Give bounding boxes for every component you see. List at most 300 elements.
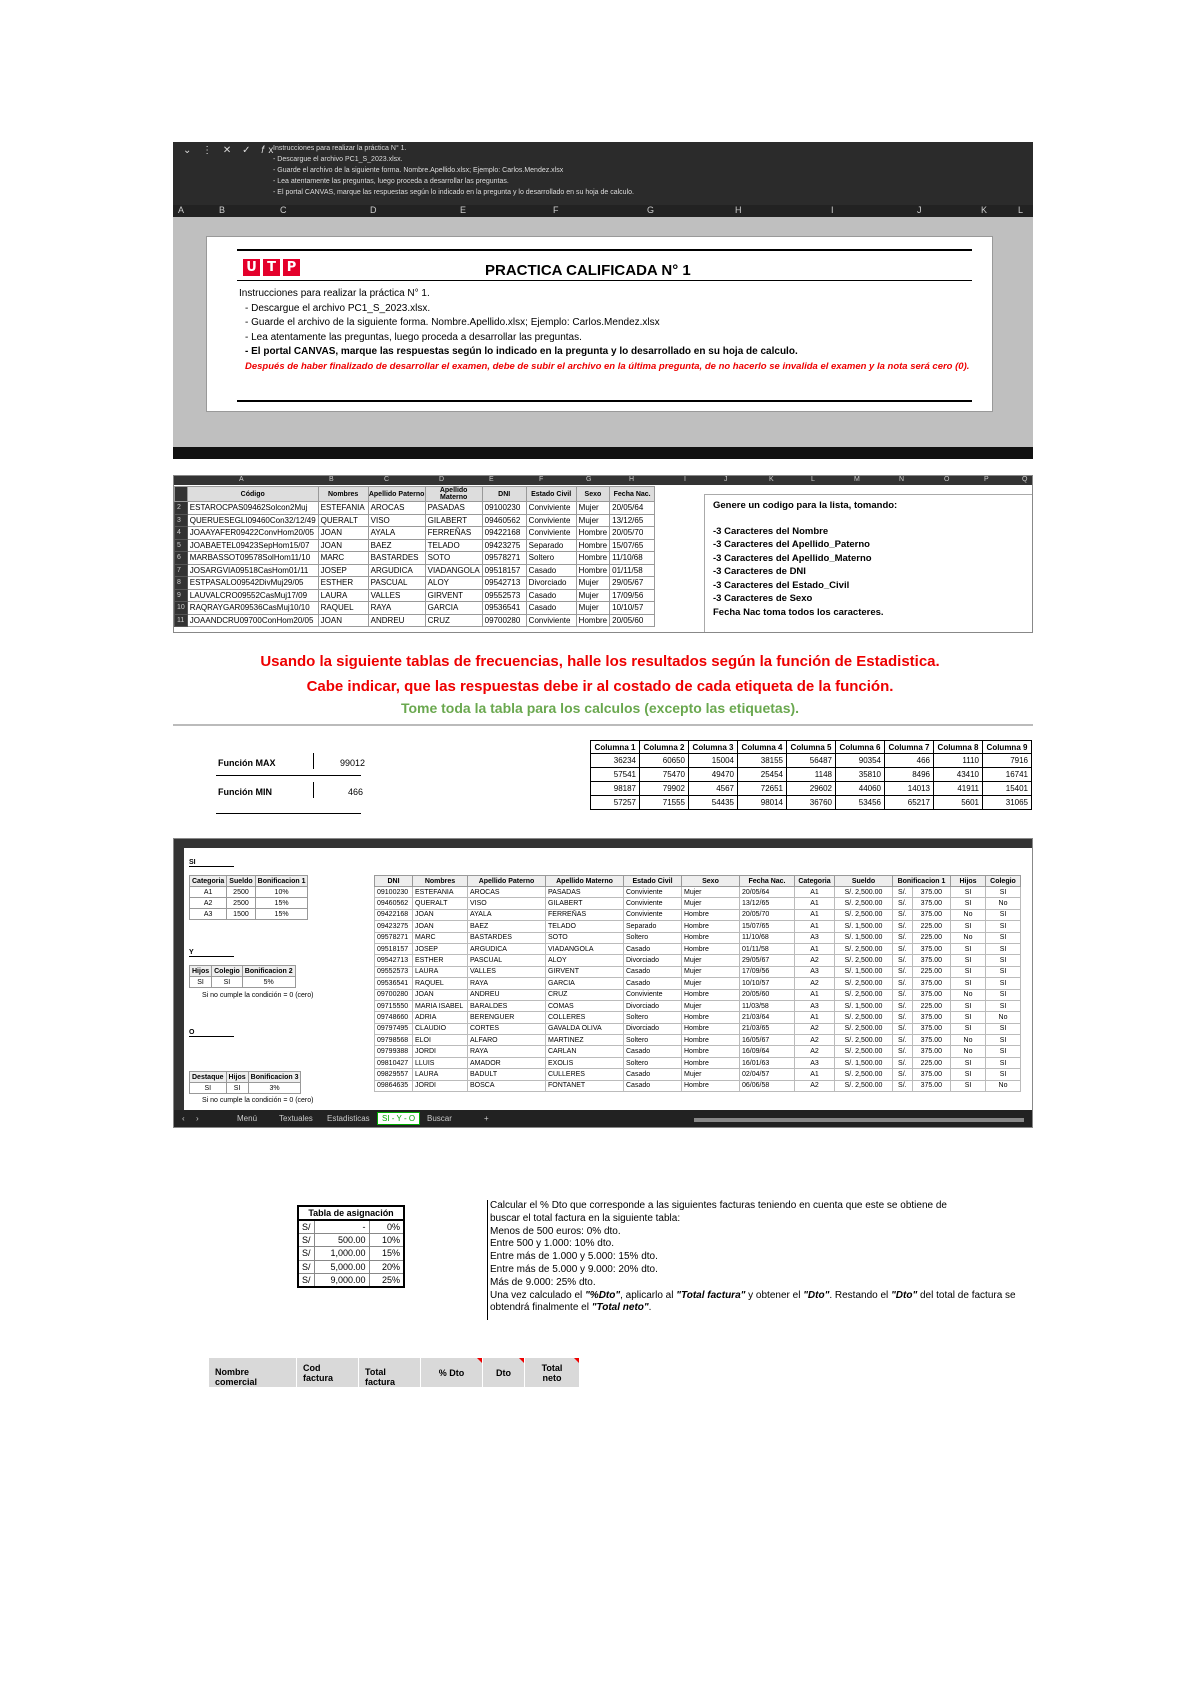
table-cell[interactable]: 72651: [738, 782, 787, 796]
table-cell[interactable]: A1: [795, 887, 835, 898]
table-cell[interactable]: SI: [986, 989, 1021, 1000]
table-cell[interactable]: 09748660: [375, 1012, 413, 1023]
tab-prev-icon[interactable]: ‹: [182, 1114, 185, 1123]
table-cell[interactable]: Casado: [624, 978, 682, 989]
table-cell[interactable]: Soltero: [526, 552, 576, 565]
table-cell[interactable]: 225.00: [912, 932, 950, 943]
table-cell[interactable]: Soltero: [624, 1035, 682, 1046]
table-cell[interactable]: No: [986, 898, 1021, 909]
table-cell[interactable]: A1: [190, 887, 227, 898]
table-cell[interactable]: 8496: [885, 768, 934, 782]
table-cell[interactable]: SI: [986, 978, 1021, 989]
table-cell[interactable]: 02/04/57: [740, 1069, 795, 1080]
table-cell[interactable]: 43410: [934, 768, 983, 782]
table-cell[interactable]: BAEZ: [468, 921, 546, 932]
table-cell[interactable]: BASTARDES: [468, 932, 546, 943]
table-cell[interactable]: 11/03/58: [740, 1000, 795, 1011]
table-cell[interactable]: A2: [795, 955, 835, 966]
column-header[interactable]: E: [489, 476, 494, 483]
column-header[interactable]: B: [329, 476, 334, 483]
table-cell[interactable]: 09700280: [482, 614, 526, 627]
table-cell[interactable]: ESTPASALO09542DivMuj29/05: [187, 577, 318, 590]
table-cell[interactable]: 225.00: [912, 1057, 950, 1068]
table-cell[interactable]: 10%: [369, 1233, 404, 1247]
table-cell[interactable]: Casado: [526, 589, 576, 602]
table-cell[interactable]: Hombre: [682, 943, 740, 954]
column-header[interactable]: Nombre comercial: [209, 1358, 297, 1388]
table-cell[interactable]: 56487: [787, 754, 836, 768]
table-cell[interactable]: S/. 2,500.00: [835, 1023, 893, 1034]
table-cell[interactable]: A2: [190, 898, 227, 909]
table-cell[interactable]: 375.00: [912, 955, 950, 966]
table-cell[interactable]: 38155: [738, 754, 787, 768]
table-cell[interactable]: Casado: [526, 602, 576, 615]
table-cell[interactable]: BASTARDES: [368, 552, 425, 565]
table-cell[interactable]: VISO: [468, 898, 546, 909]
column-header[interactable]: D: [370, 205, 377, 215]
table-cell[interactable]: Mujer: [682, 966, 740, 977]
table-cell[interactable]: S/.: [893, 1000, 913, 1011]
table-cell[interactable]: 09422168: [482, 527, 526, 540]
table-cell[interactable]: GARCIA: [425, 602, 482, 615]
table-cell[interactable]: SI: [986, 966, 1021, 977]
table-cell[interactable]: RAQRAYGAR09536CasMuj10/10: [187, 602, 318, 615]
table-cell[interactable]: ESTHER: [413, 955, 468, 966]
table-cell[interactable]: Conviviente: [624, 898, 682, 909]
table-cell[interactable]: Conviviente: [526, 527, 576, 540]
table-cell[interactable]: EXOLIS: [546, 1057, 624, 1068]
table-cell[interactable]: 09536541: [482, 602, 526, 615]
table-cell[interactable]: S/. 2,500.00: [835, 1069, 893, 1080]
table-cell[interactable]: A1: [795, 921, 835, 932]
table-cell[interactable]: A3: [795, 1057, 835, 1068]
table-cell[interactable]: 7916: [983, 754, 1032, 768]
table-cell[interactable]: S/.: [893, 1023, 913, 1034]
table-cell[interactable]: SOTO: [425, 552, 482, 565]
table-cell[interactable]: No: [986, 1012, 1021, 1023]
table-cell[interactable]: SI: [986, 1057, 1021, 1068]
table-cell[interactable]: 09100230: [482, 502, 526, 515]
table-cell[interactable]: 25%: [369, 1274, 404, 1288]
table-cell[interactable]: MARTINEZ: [546, 1035, 624, 1046]
table-cell[interactable]: 06/06/58: [740, 1080, 795, 1091]
column-header[interactable]: Fecha Nac.: [740, 876, 795, 887]
table-cell[interactable]: ALOY: [546, 955, 624, 966]
column-header[interactable]: I: [831, 205, 834, 215]
table-cell[interactable]: 90354: [836, 754, 885, 768]
table-cell[interactable]: 375.00: [912, 1023, 950, 1034]
table-cell[interactable]: JOAN: [413, 989, 468, 1000]
table-cell[interactable]: 16/09/64: [740, 1046, 795, 1057]
table-cell[interactable]: 375.00: [912, 909, 950, 920]
table-cell[interactable]: 375.00: [912, 943, 950, 954]
column-header[interactable]: Apellido Materno: [425, 487, 482, 502]
table-cell[interactable]: 5601: [934, 796, 983, 810]
table-cell[interactable]: ESTAROCPAS09462Solcon2Muj: [187, 502, 318, 515]
table-cell[interactable]: SI: [212, 977, 243, 988]
table-cell[interactable]: A3: [795, 1000, 835, 1011]
table-cell[interactable]: Casado: [624, 1080, 682, 1091]
table-cell[interactable]: ARGUDICA: [368, 564, 425, 577]
table-cell[interactable]: RAYA: [468, 1046, 546, 1057]
table-cell[interactable]: Mujer: [576, 502, 609, 515]
table-cell[interactable]: SI: [986, 932, 1021, 943]
table-cell[interactable]: 16741: [983, 768, 1032, 782]
table-cell[interactable]: S/.: [893, 932, 913, 943]
table-cell[interactable]: A1: [795, 898, 835, 909]
table-cell[interactable]: Casado: [624, 1069, 682, 1080]
table-cell[interactable]: Mujer: [682, 1000, 740, 1011]
table-cell[interactable]: 20/05/60: [610, 614, 655, 627]
table-cell[interactable]: 11/10/68: [740, 932, 795, 943]
table-cell[interactable]: A3: [795, 932, 835, 943]
table-cell[interactable]: 20/05/70: [740, 909, 795, 920]
table-cell[interactable]: S/: [298, 1233, 314, 1247]
table-cell[interactable]: 09423275: [482, 539, 526, 552]
table-cell[interactable]: S/.: [893, 921, 913, 932]
table-cell[interactable]: 15%: [369, 1247, 404, 1261]
table-cell[interactable]: S/. 2,500.00: [835, 898, 893, 909]
column-header[interactable]: P: [984, 476, 989, 483]
column-header[interactable]: D: [439, 476, 445, 483]
table-cell[interactable]: TELADO: [425, 539, 482, 552]
table-cell[interactable]: Casado: [624, 1046, 682, 1057]
horizontal-scrollbar[interactable]: [694, 1118, 1024, 1122]
table-cell[interactable]: Conviviente: [624, 989, 682, 1000]
table-cell[interactable]: S/. 2,500.00: [835, 1012, 893, 1023]
table-cell[interactable]: 09518157: [375, 943, 413, 954]
table-cell[interactable]: LAUVALCRO09552CasMuj17/09: [187, 589, 318, 602]
table-cell[interactable]: S/. 2,500.00: [835, 978, 893, 989]
table-cell[interactable]: Mujer: [576, 514, 609, 527]
table-cell[interactable]: Mujer: [576, 589, 609, 602]
table-cell[interactable]: SI: [951, 1069, 986, 1080]
column-header[interactable]: Q: [1022, 476, 1028, 483]
table-cell[interactable]: 225.00: [912, 921, 950, 932]
column-header[interactable]: Sexo: [576, 487, 609, 502]
table-cell[interactable]: 09518157: [482, 564, 526, 577]
table-cell[interactable]: 09422168: [375, 909, 413, 920]
table-cell[interactable]: 1,000.00: [314, 1247, 369, 1261]
table-cell[interactable]: RAYA: [368, 602, 425, 615]
table-cell[interactable]: JOAN: [413, 909, 468, 920]
table-cell[interactable]: AYALA: [368, 527, 425, 540]
table-cell[interactable]: ESTHER: [318, 577, 368, 590]
table-cell[interactable]: 375.00: [912, 898, 950, 909]
table-cell[interactable]: 17/09/56: [610, 589, 655, 602]
table-cell[interactable]: Hombre: [682, 1057, 740, 1068]
table-cell[interactable]: S/.: [893, 1069, 913, 1080]
table-cell[interactable]: 17/09/56: [740, 966, 795, 977]
table-cell[interactable]: CLAUDIO: [413, 1023, 468, 1034]
table-cell[interactable]: S/.: [893, 898, 913, 909]
column-header[interactable]: A: [178, 205, 185, 215]
table-cell[interactable]: ESTEFANIA: [318, 502, 368, 515]
table-cell[interactable]: S/.: [893, 966, 913, 977]
table-cell[interactable]: SI: [190, 977, 212, 988]
table-cell[interactable]: 01/11/58: [610, 564, 655, 577]
column-header[interactable]: Cod factura: [297, 1358, 359, 1388]
row-number[interactable]: 6: [175, 552, 188, 565]
column-header[interactable]: Apellido Paterno: [468, 876, 546, 887]
table-cell[interactable]: SI: [951, 966, 986, 977]
table-cell[interactable]: JOAANDCRU09700ConHom20/05: [187, 614, 318, 627]
table-cell[interactable]: Hombre: [682, 1080, 740, 1091]
table-cell[interactable]: LAURA: [413, 1069, 468, 1080]
table-cell[interactable]: 21/03/65: [740, 1023, 795, 1034]
tab-next-icon[interactable]: ›: [196, 1114, 199, 1123]
table-cell[interactable]: SI: [951, 1080, 986, 1091]
table-cell[interactable]: LLUIS: [413, 1057, 468, 1068]
table-cell[interactable]: GILABERT: [425, 514, 482, 527]
table-cell[interactable]: A1: [795, 909, 835, 920]
table-cell[interactable]: SI: [951, 1000, 986, 1011]
column-header[interactable]: Estado Civil: [624, 876, 682, 887]
table-cell[interactable]: 25454: [738, 768, 787, 782]
column-header[interactable]: DNI: [482, 487, 526, 502]
table-cell[interactable]: JOAN: [318, 539, 368, 552]
table-cell[interactable]: S/: [298, 1274, 314, 1288]
table-cell[interactable]: A2: [795, 1080, 835, 1091]
fn-max-value[interactable]: 99012: [340, 758, 366, 768]
table-cell[interactable]: AMADOR: [468, 1057, 546, 1068]
table-cell[interactable]: 2500: [227, 887, 255, 898]
table-cell[interactable]: S/.: [893, 1012, 913, 1023]
column-header[interactable]: Bonificacion 1: [893, 876, 951, 887]
table-cell[interactable]: S/. 2,500.00: [835, 1080, 893, 1091]
table-cell[interactable]: SI: [986, 1035, 1021, 1046]
table-cell[interactable]: BERENGUER: [468, 1012, 546, 1023]
table-cell[interactable]: QUERALT: [318, 514, 368, 527]
table-cell[interactable]: Soltero: [624, 932, 682, 943]
table-cell[interactable]: 57257: [591, 796, 640, 810]
table-cell[interactable]: 4567: [689, 782, 738, 796]
table-cell[interactable]: No: [986, 1080, 1021, 1091]
table-cell[interactable]: Divorciado: [624, 1000, 682, 1011]
table-cell[interactable]: SI: [986, 909, 1021, 920]
table-cell[interactable]: SI: [986, 955, 1021, 966]
table-cell[interactable]: No: [951, 1046, 986, 1057]
row-number[interactable]: 2: [175, 502, 188, 515]
table-cell[interactable]: 29602: [787, 782, 836, 796]
table-cell[interactable]: VALLES: [468, 966, 546, 977]
table-cell[interactable]: 20/05/64: [610, 502, 655, 515]
table-cell[interactable]: AROCAS: [368, 502, 425, 515]
column-header[interactable]: F: [553, 205, 559, 215]
table-cell[interactable]: 10/10/57: [610, 602, 655, 615]
table-cell[interactable]: Hombre: [682, 1012, 740, 1023]
table-cell[interactable]: 09715550: [375, 1000, 413, 1011]
column-header[interactable]: Apellido Materno: [546, 876, 624, 887]
column-header[interactable]: Nombres: [318, 487, 368, 502]
table-cell[interactable]: Hombre: [682, 909, 740, 920]
table-cell[interactable]: CRUZ: [425, 614, 482, 627]
row-number[interactable]: 3: [175, 514, 188, 527]
table-cell[interactable]: SI: [951, 1023, 986, 1034]
table-cell[interactable]: S/.: [893, 955, 913, 966]
table-cell[interactable]: 75470: [640, 768, 689, 782]
table-cell[interactable]: CULLERES: [546, 1069, 624, 1080]
table-cell[interactable]: GILABERT: [546, 898, 624, 909]
fn-min-value[interactable]: 466: [348, 787, 364, 797]
table-cell[interactable]: SI: [951, 1057, 986, 1068]
table-cell[interactable]: RAYA: [468, 978, 546, 989]
table-cell[interactable]: Mujer: [682, 978, 740, 989]
table-cell[interactable]: JOAN: [318, 614, 368, 627]
table-cell[interactable]: 13/12/65: [740, 898, 795, 909]
table-cell[interactable]: Divorciado: [526, 577, 576, 590]
table-cell[interactable]: 15401: [983, 782, 1032, 796]
column-header[interactable]: G: [647, 205, 655, 215]
table-cell[interactable]: Conviviente: [624, 887, 682, 898]
table-cell[interactable]: 09100230: [375, 887, 413, 898]
table-cell[interactable]: 09542713: [482, 577, 526, 590]
table-cell[interactable]: VALLES: [368, 589, 425, 602]
table-cell[interactable]: 375.00: [912, 1069, 950, 1080]
table-cell[interactable]: Hombre: [682, 1023, 740, 1034]
table-cell[interactable]: 60650: [640, 754, 689, 768]
table-cell[interactable]: JORDI: [413, 1080, 468, 1091]
column-header[interactable]: A: [239, 476, 244, 483]
table-cell[interactable]: FONTANET: [546, 1080, 624, 1091]
table-cell[interactable]: S/.: [893, 1057, 913, 1068]
table-cell[interactable]: -: [314, 1220, 369, 1234]
table-cell[interactable]: ANDREU: [468, 989, 546, 1000]
table-cell[interactable]: 375.00: [912, 978, 950, 989]
table-cell[interactable]: 16/05/67: [740, 1035, 795, 1046]
table-cell[interactable]: No: [951, 1035, 986, 1046]
table-cell[interactable]: 225.00: [912, 966, 950, 977]
table-cell[interactable]: JOSEP: [413, 943, 468, 954]
column-header[interactable]: K: [981, 205, 988, 215]
table-cell[interactable]: ALOY: [425, 577, 482, 590]
table-cell[interactable]: 01/11/58: [740, 943, 795, 954]
table-cell[interactable]: 09578271: [482, 552, 526, 565]
table-cell[interactable]: SI: [951, 898, 986, 909]
table-cell[interactable]: SI: [986, 1000, 1021, 1011]
table-cell[interactable]: ARGUDICA: [468, 943, 546, 954]
table-cell[interactable]: 5,000.00: [314, 1260, 369, 1274]
table-cell[interactable]: QUERALT: [413, 898, 468, 909]
table-cell[interactable]: JOSEP: [318, 564, 368, 577]
tab-buscar[interactable]: Buscar: [427, 1114, 452, 1123]
table-cell[interactable]: 09460562: [482, 514, 526, 527]
row-number[interactable]: 4: [175, 527, 188, 540]
table-cell[interactable]: GARCIA: [546, 978, 624, 989]
table-cell[interactable]: 49470: [689, 768, 738, 782]
column-header[interactable]: J: [724, 476, 728, 483]
table-cell[interactable]: 1148: [787, 768, 836, 782]
table-cell[interactable]: S/.: [893, 1035, 913, 1046]
table-cell[interactable]: A2: [795, 1023, 835, 1034]
table-cell[interactable]: Conviviente: [624, 909, 682, 920]
column-header[interactable]: L: [1018, 205, 1024, 215]
table-cell[interactable]: 09810427: [375, 1057, 413, 1068]
table-cell[interactable]: PASCUAL: [368, 577, 425, 590]
row-number[interactable]: 5: [175, 539, 188, 552]
table-cell[interactable]: 21/03/64: [740, 1012, 795, 1023]
table-cell[interactable]: 09578271: [375, 932, 413, 943]
column-header[interactable]: Código: [187, 487, 318, 502]
table-cell[interactable]: SI: [951, 955, 986, 966]
table-cell[interactable]: 375.00: [912, 989, 950, 1000]
column-header[interactable]: Nombres: [413, 876, 468, 887]
table-cell[interactable]: S/. 1,500.00: [835, 932, 893, 943]
table-cell[interactable]: FERREÑAS: [425, 527, 482, 540]
column-header[interactable]: C: [280, 205, 287, 215]
table-cell[interactable]: VIADANGOLA: [425, 564, 482, 577]
table-cell[interactable]: 09552573: [375, 966, 413, 977]
table-cell[interactable]: S/: [298, 1247, 314, 1261]
table-cell[interactable]: FERREÑAS: [546, 909, 624, 920]
table-cell[interactable]: 09799388: [375, 1046, 413, 1057]
table-cell[interactable]: 31065: [983, 796, 1032, 810]
table-cell[interactable]: SI: [986, 1046, 1021, 1057]
table-cell[interactable]: S/. 1,500.00: [835, 921, 893, 932]
table-cell[interactable]: Hombre: [576, 564, 609, 577]
table-cell[interactable]: S/. 2,500.00: [835, 909, 893, 920]
table-cell[interactable]: Hombre: [682, 932, 740, 943]
table-cell[interactable]: 1110: [934, 754, 983, 768]
table-cell[interactable]: 16/01/63: [740, 1057, 795, 1068]
table-cell[interactable]: 500.00: [314, 1233, 369, 1247]
table-cell[interactable]: Mujer: [682, 1069, 740, 1080]
column-header[interactable]: B: [219, 205, 226, 215]
table-cell[interactable]: 15004: [689, 754, 738, 768]
row-number[interactable]: 7: [175, 564, 188, 577]
tab-textuales[interactable]: Textuales: [279, 1114, 313, 1123]
table-cell[interactable]: RAQUEL: [318, 602, 368, 615]
table-cell[interactable]: 15%: [255, 909, 308, 920]
table-cell[interactable]: GIRVENT: [546, 966, 624, 977]
table-cell[interactable]: 36234: [591, 754, 640, 768]
table-cell[interactable]: JOABAETEL09423SepHom15/07: [187, 539, 318, 552]
table-cell[interactable]: 2500: [227, 898, 255, 909]
table-cell[interactable]: 09798568: [375, 1035, 413, 1046]
table-cell[interactable]: A3: [795, 966, 835, 977]
table-cell[interactable]: 466: [885, 754, 934, 768]
table-cell[interactable]: SI: [190, 1083, 227, 1094]
column-header[interactable]: Sueldo: [835, 876, 893, 887]
table-cell[interactable]: Separado: [526, 539, 576, 552]
column-header[interactable]: J: [917, 205, 922, 215]
table-cell[interactable]: 09797495: [375, 1023, 413, 1034]
table-cell[interactable]: PASADAS: [546, 887, 624, 898]
table-cell[interactable]: Conviviente: [526, 502, 576, 515]
column-header[interactable]: H: [629, 476, 635, 483]
table-cell[interactable]: 9,000.00: [314, 1274, 369, 1288]
column-header[interactable]: Estado Civil: [526, 487, 576, 502]
table-cell[interactable]: COLLERES: [546, 1012, 624, 1023]
table-cell[interactable]: AROCAS: [468, 887, 546, 898]
table-cell[interactable]: S/: [298, 1260, 314, 1274]
table-cell[interactable]: No: [951, 909, 986, 920]
table-cell[interactable]: ADRIA: [413, 1012, 468, 1023]
column-header[interactable]: O: [944, 476, 950, 483]
table-cell[interactable]: Hombre: [576, 539, 609, 552]
column-header[interactable]: E: [460, 205, 467, 215]
table-cell[interactable]: A1: [795, 943, 835, 954]
table-cell[interactable]: 57541: [591, 768, 640, 782]
table-cell[interactable]: 98014: [738, 796, 787, 810]
table-cell[interactable]: QUERUESEGLI09460Con32/12/49: [187, 514, 318, 527]
table-cell[interactable]: AYALA: [468, 909, 546, 920]
table-cell[interactable]: SI: [951, 1012, 986, 1023]
table-cell[interactable]: ESTEFANIA: [413, 887, 468, 898]
table-cell[interactable]: 44060: [836, 782, 885, 796]
table-cell[interactable]: SI: [986, 1069, 1021, 1080]
table-cell[interactable]: S/.: [893, 909, 913, 920]
